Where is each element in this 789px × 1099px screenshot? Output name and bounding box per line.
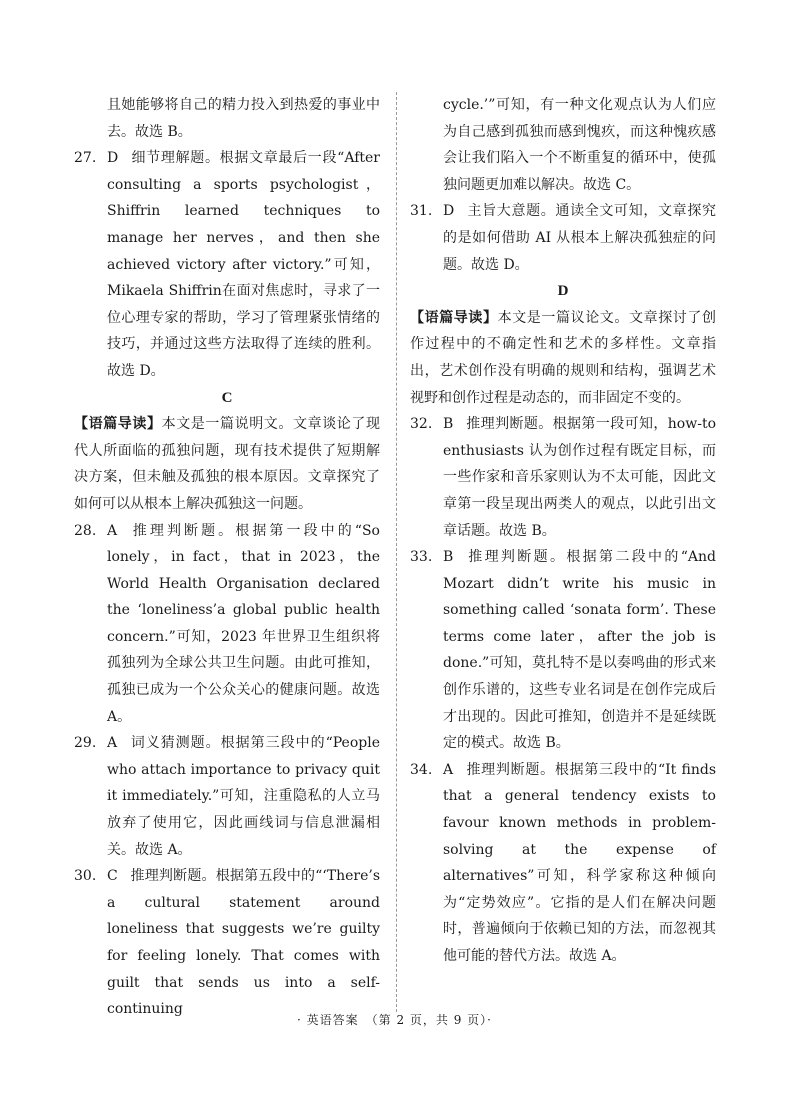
answer-item-33 [410, 544, 716, 757]
guide-tag: 【语篇导读】 [410, 309, 498, 326]
column-divider [396, 92, 397, 1012]
answer-explanation: 推理判断题。根据第三段中的“It finds that a general tendency exists to favour known methods in problem-solving at the expense of alternatives”可知，科学家称这种倾向为“定势效应”。它指的是人们在解决问题时，普遍倾向于依赖已知的方法，而忽视其他可能的替代方法。故选 A。 [443, 761, 716, 964]
answer-letter: A [107, 522, 118, 539]
answer-explanation: 推理判断题。根据第一段可知，how-to enthusiasts 认为创作过程有既定目标，而一些作家和音乐家则认为不太可能，因此文章第一段呈现出两类人的观点，以此引出文章话题。故选 B。 [443, 416, 716, 539]
question-number: 28. [74, 522, 97, 539]
answer-continuation: cycle.’”可知，有一种文化观点认为人们应为自己感到孤独而感到愧疚，而这种愧疚感会让我们陷入一个不断重复的循环中，使孤独问题更加难以解决。故选 C。 [443, 97, 716, 193]
answer-explanation: 推理判断题。根据第五段中的“‘There’s a cultural statement around loneliness that suggests we’re guilty for feeling lonely. That comes with guilt that sends us into a self-continuing [107, 868, 380, 1018]
left-column [74, 92, 380, 1023]
question-number: 27. [74, 150, 97, 167]
reading-guide-d [410, 305, 716, 411]
question-number: 31. [410, 203, 433, 220]
guide-tag: 【语篇导读】 [74, 416, 162, 433]
answer-item-31 [410, 198, 716, 278]
answer-letter: A [443, 761, 454, 778]
right-column [410, 92, 716, 970]
question-number: 33. [410, 549, 433, 566]
question-number: 32. [410, 416, 433, 433]
answer-letter: D [443, 203, 455, 220]
section-heading-c: C [221, 389, 233, 406]
answer-continuation: 且她能够将自己的精力投入到热爱的事业中去。故选 B。 [107, 97, 380, 140]
answer-item-28 [74, 518, 380, 731]
answer-item-27 [74, 145, 380, 384]
answer-letter: D [107, 150, 119, 167]
answer-letter: C [107, 868, 118, 885]
answer-explanation: 细节理解题。根据文章最后一段“After consulting a sports psychologist，Shiffrin learned techniques to manage her nerves，and then she achieved victory after victory.”可知，Mikaela Shiffrin在面对焦虑时，寻求了一位心理专家的帮助，学习了管理紧张情绪的技巧，并通过这些方法取得了连续的胜利。故选 D。 [107, 150, 380, 379]
answer-item-30 [74, 863, 380, 1023]
answer-letter: A [107, 735, 118, 752]
reading-guide-c [74, 411, 380, 517]
question-number: 34. [410, 761, 433, 778]
answer-item-34 [410, 757, 716, 970]
answer-explanation: 主旨大意题。通读全文可知，文章探究的是如何借助 AI 从根本上解决孤独症的问题。故选 D。 [443, 203, 716, 273]
question-number: 30. [74, 868, 97, 885]
answer-item-32 [410, 411, 716, 544]
answer-letter: B [443, 549, 454, 566]
answer-explanation: 推理判断题。根据第二段中的“And Mozart didn’t write his music in something called ‘sonata form’. These terms come later，after the job is done.”可知，莫扎特不是以奏鸣曲的形式来创作乐谱的，这些专业名词是在创作完成后才出现的。因此可推知，创造并不是延续既定的模式。故选 B。 [443, 549, 716, 752]
question-number: 29. [74, 735, 97, 752]
answer-explanation: 词义猜测题。根据第三段中的“People who attach importance to privacy quit it immediately.”可知，注重隐私的人立马放弃了使用它，因此画线词与信息泄漏相关。故选 A。 [107, 735, 380, 858]
answer-item-29 [74, 730, 380, 863]
page-footer: · 英语答案 （第 2 页，共 9 页）· [297, 1013, 492, 1027]
answer-explanation: 推理判断题。根据第一段中的“So lonely，in fact，that in 2023，the World Health Organisation declared the ‘loneliness’a global public health concern.”可知，2023 年世界卫生组织将孤独列为全球公共卫生问题。由此可推知，孤独已成为一个公众关心的健康问题。故选 A。 [107, 522, 380, 725]
section-heading-d: D [557, 283, 569, 300]
guide-text: 本文是一篇说明文。文章谈论了现代人所面临的孤独问题，现有技术提供了短期解决方案，但未触及孤独的根本原因。文章探究了如何可以从根本上解决孤独这一问题。 [74, 416, 381, 512]
guide-text: 本文是一篇议论文。文章探讨了创作过程中的不确定性和艺术的多样性。文章指出，艺术创作没有明确的规则和结构，强调艺术视野和创作过程是动态的，而非固定不变的。 [410, 309, 717, 406]
answer-letter: B [443, 416, 454, 433]
